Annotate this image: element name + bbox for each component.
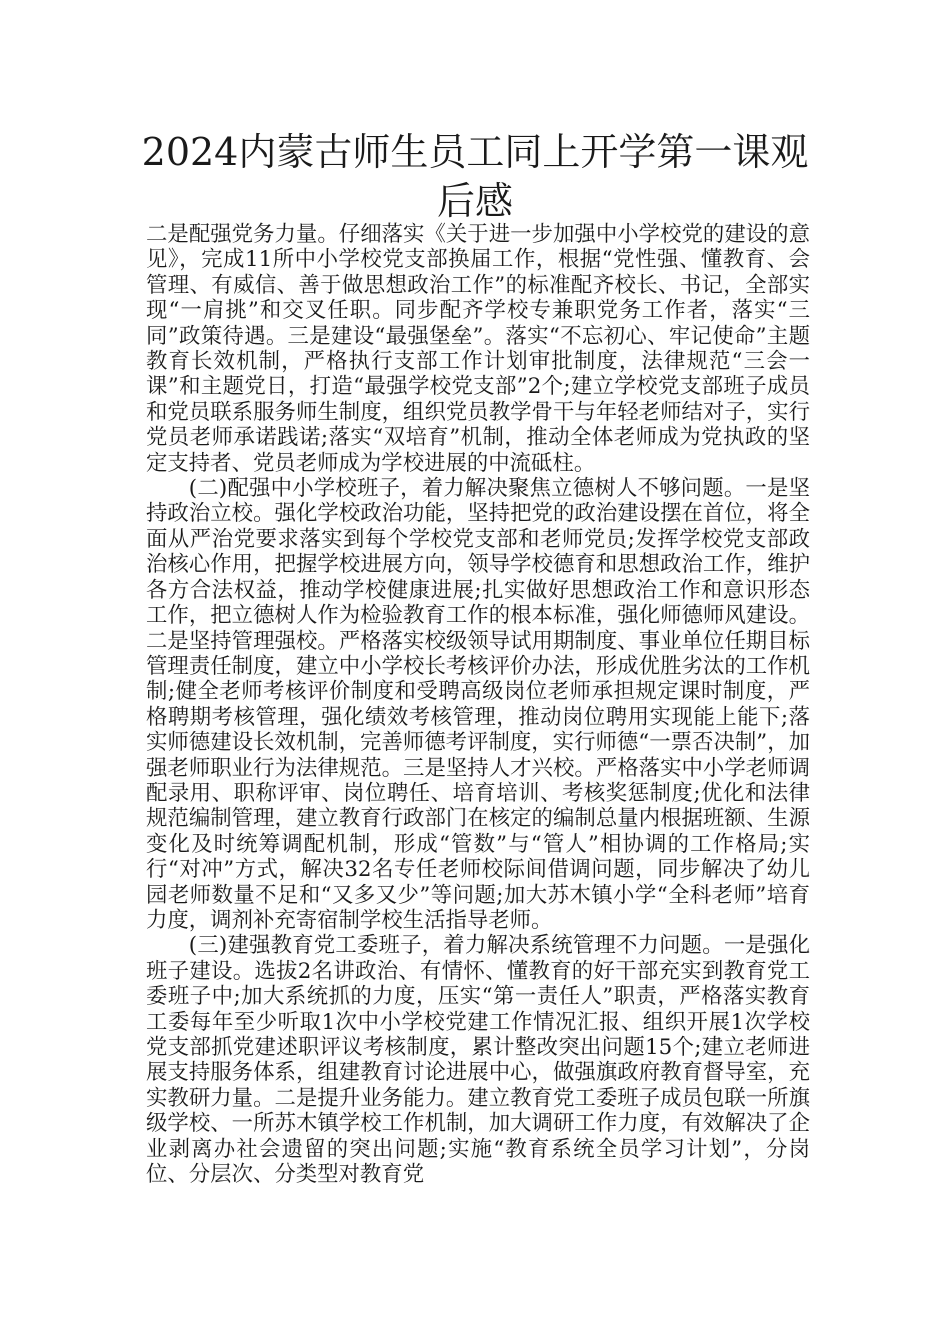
paragraph-3: (三)建强教育党工委班子，着力解决系统管理不力问题。一是强化班子建设。选拔2名讲政治、有情怀、懂教育的好干部充实到教育党工委班子中;加大系统抓的力度，压实“第一责任人”职责，严格落实教育工委每年至少听取1次中小学校党建工作情况汇报、组织开展1次学校党支部抓党建述职评议考核制度，累计整改突出问题15个;建立老师进展支持服务体系，组建教育讨论进展中心，做强旗政府教育督导室，充实教研力量。二是提升业务能力。建立教育党工委班子成员包联一所旗级学校、一所苏木镇学校工作机制，加大调研工作力度，有效解决了企业剥离办社会遗留的突出问题;实施“教育系统全员学习计划”，分岗位、分层次、分类型对教育党 <box>146 933 810 1188</box>
document-title: 2024内蒙古师生员工同上开学第一课观后感 <box>141 130 809 223</box>
paragraph-2: (二)配强中小学校班子，着力解决聚焦立德树人不够问题。一是坚持政治立校。强化学校政治功能，坚持把党的政治建设摆在首位，将全面从严治党要求落实到每个学校党支部和老师党员;发挥学校党支部政治核心作用，把握学校进展方向，领导学校德育和思想政治工作，维护各方合法权益，推动学校健康进展;扎实做好思想政治工作和意识形态工作，把立德树人作为检验教育工作的根本标准，强化师德师风建设。二是坚持管理强校。严格落实校级领导试用期制度、事业单位任期目标管理责任制度，建立中小学校长考核评价办法，形成优胜劣汰的工作机制;健全老师考核评价制度和受聘高级岗位老师承担规定课时制度，严格聘期考核管理，强化绩效考核管理，推动岗位聘用实现能上能下;落实师德建设长效机制，完善师德考评制度，实行师德“一票否决制”，加强老师职业行为法律规范。三是坚持人才兴校。严格落实中小学老师调配录用、职称评审、岗位聘任、培育培训、考核奖惩制度;优化和法律规范编制管理，建立教育行政部门在核定的编制总量内根据班额、生源变化及时统筹调配机制，形成“管数”与“管人”相协调的工作格局;实行“对冲”方式，解决32名专任老师校际间借调问题，同步解决了幼儿园老师数量不足和“又多又少”等问题;加大苏木镇小学“全科老师”培育力度，调剂补充寄宿制学校生活指导老师。 <box>146 476 810 933</box>
paragraph-1: 二是配强党务力量。仔细落实《关于进一步加强中小学校党的建设的意见》，完成11所中小学校党支部换届工作，根据“党性强、懂教育、会管理、有威信、善于做思想政治工作”的标准配齐校长、书记，全部实现“一肩挑”和交叉任职。同步配齐学校专兼职党务工作者，落实“三同”政策待遇。三是建设“最强堡垒”。落实“不忘初心、牢记使命”主题教育长效机制，严格执行支部工作计划审批制度，法律规范“三会一课”和主题党日，打造“最强学校党支部”2个;建立学校党支部班子成员和党员联系服务师生制度，组织党员教学骨干与年轻老师结对子，实行党员老师承诺践诺;落实“双培育”机制，推动全体老师成为党执政的坚定支持者、党员老师成为学校进展的中流砥柱。 <box>146 222 810 476</box>
document-body <box>146 222 810 1187</box>
